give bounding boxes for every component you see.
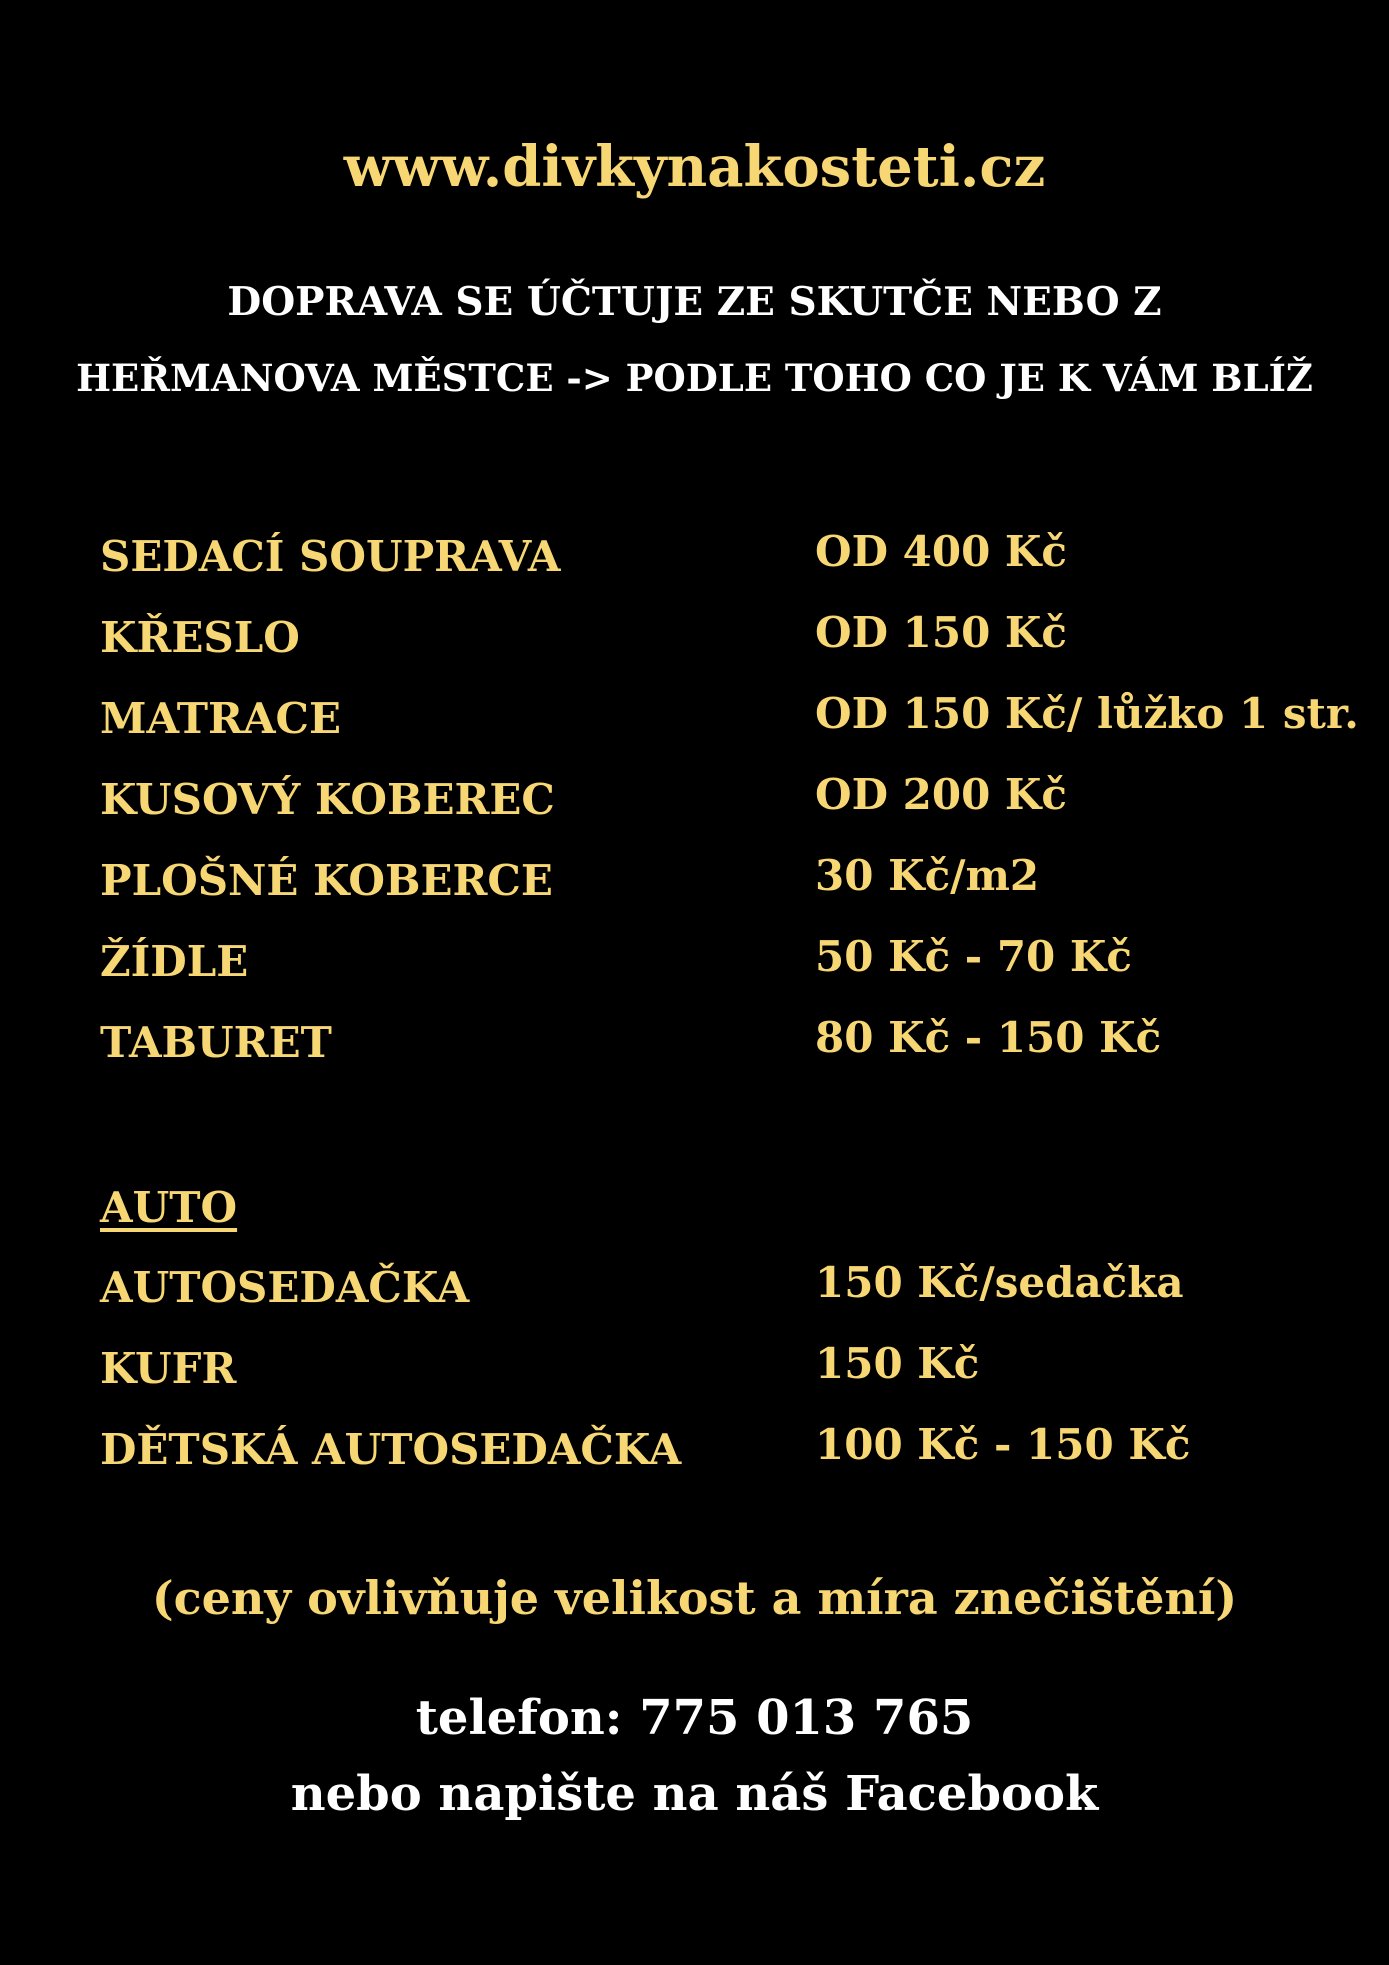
price-item-value: OD 200 Kč <box>815 770 1067 819</box>
price-item-label: MATRACE <box>100 694 341 743</box>
price-item-value: OD 150 Kč <box>815 608 1067 657</box>
auto-item-value: 150 Kč <box>815 1339 980 1388</box>
facebook-contact: nebo napište na náš Facebook <box>290 1766 1099 1822</box>
price-item-label: SEDACÍ SOUPRAVA <box>100 532 561 581</box>
phone-contact: telefon: 775 013 765 <box>415 1690 974 1746</box>
price-item-value: OD 150 Kč/ lůžko 1 str. <box>815 689 1359 738</box>
transport-notice-line-2: HEŘMANOVA MĚSTCE -> PODLE TOHO CO JE K VÁM BLÍŽ <box>76 356 1313 400</box>
transport-notice-line-1: DOPRAVA SE ÚČTUJE ZE SKUTČE NEBO Z <box>227 279 1162 325</box>
website-url: www.divkynakosteti.cz <box>343 134 1046 200</box>
price-item-value: 50 Kč - 70 Kč <box>815 932 1132 981</box>
auto-item-label: DĚTSKÁ AUTOSEDAČKA <box>100 1425 682 1474</box>
price-item-label: TABURET <box>100 1018 332 1067</box>
price-note: (ceny ovlivňuje velikost a míra znečištění) <box>151 1571 1238 1625</box>
price-item-value: 30 Kč/m2 <box>815 851 1040 900</box>
price-item-value: OD 400 Kč <box>815 527 1067 576</box>
price-item-label: KUSOVÝ KOBEREC <box>100 775 555 824</box>
price-item-value: 80 Kč - 150 Kč <box>815 1013 1162 1062</box>
auto-section-heading: AUTO <box>100 1183 238 1232</box>
auto-item-value: 100 Kč - 150 Kč <box>815 1420 1191 1469</box>
price-item-label: ŽÍDLE <box>100 937 249 986</box>
price-item-label: KŘESLO <box>100 613 300 662</box>
auto-item-value: 150 Kč/sedačka <box>815 1258 1184 1307</box>
auto-item-label: KUFR <box>100 1344 237 1393</box>
price-item-label: PLOŠNÉ KOBERCE <box>100 856 553 905</box>
auto-item-label: AUTOSEDAČKA <box>100 1263 470 1312</box>
